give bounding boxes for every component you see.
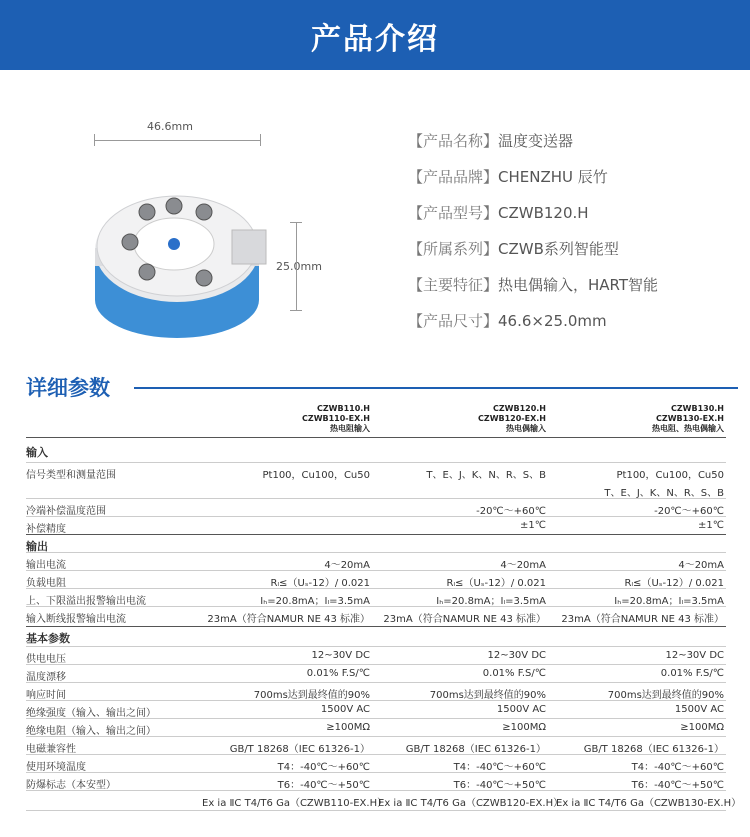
row-divider [26, 606, 726, 607]
row-cell-col1: Ex ia ⅡC T4/T6 Ga（CZWB110-EX.H） [202, 798, 388, 809]
row-label: 补偿精度 [26, 524, 66, 535]
row-cell-col2: 23mA（符合NAMUR NE 43 标准） [383, 614, 546, 625]
row-cell-col2: ≥100MΩ [502, 722, 546, 733]
row-divider [26, 588, 726, 589]
row-cell-col3: 23mA（符合NAMUR NE 43 标准） [561, 614, 724, 625]
row-cell-col3: GB/T 18268（IEC 61326-1） [583, 744, 724, 755]
row-cell-col1: 700ms达到最终值的90% [253, 690, 370, 701]
row-label: 供电电压 [26, 654, 66, 665]
info-row-feature: 【主要特征】热电偶输入，HART智能 [408, 276, 659, 294]
row-cell-col3: ±1℃ [698, 520, 724, 531]
row-cell-col1: T6：-40℃～+50℃ [277, 780, 370, 791]
params-section-title: 详细参数 [26, 376, 110, 400]
row-cell-col1: Pt100，Cu100，Cu50 [262, 470, 370, 481]
row-label: 绝缘强度（输入、输出之间） [26, 708, 156, 719]
row-cell-col3: Iₕ=20.8mA；Iₗ=3.5mA [614, 596, 724, 607]
row-cell-col2: T6：-40℃～+50℃ [453, 780, 546, 791]
row-cell-col2: Ex ia ⅡC T4/T6 Ga（CZWB120-EX.H） [378, 798, 564, 809]
info-row-name: 【产品名称】温度变送器 [408, 132, 574, 150]
row-cell-col3: 0.01% F.S/℃ [660, 668, 724, 679]
row-cell-col1: ≥100MΩ [326, 722, 370, 733]
row-cell-col2: ±1℃ [520, 520, 546, 531]
row-cell-col1: Rₗ≤（Uₛ-12）/ 0.021 [270, 578, 370, 589]
row-divider [26, 626, 726, 627]
width-dimension-label: 46.6mm [147, 120, 193, 133]
info-row-brand: 【产品品牌】CHENZHU 辰竹 [408, 168, 608, 186]
row-label: 输入断线报警输出电流 [26, 614, 126, 625]
row-cell-col1: 4～20mA [324, 560, 370, 571]
row-divider [26, 810, 726, 811]
height-dimension-label: 25.0mm [276, 260, 322, 273]
row-cell-col2: GB/T 18268（IEC 61326-1） [405, 744, 546, 755]
info-row-model: 【产品型号】CZWB120.H [408, 204, 589, 222]
product-info-list [408, 130, 738, 346]
row-divider [26, 534, 726, 535]
row-cell-col3: 12~30V DC [665, 650, 724, 661]
row-cell-col3: 4～20mA [678, 560, 724, 571]
row-cell-col3: Ex ia ⅡC T4/T6 Ga（CZWB130-EX.H） [556, 798, 742, 809]
row-divider [26, 664, 726, 665]
row-cell-col2: 0.01% F.S/℃ [482, 668, 546, 679]
info-row-series: 【所属系列】CZWB系列智能型 [408, 240, 619, 258]
row-cell-col2: T4：-40℃～+60℃ [453, 762, 546, 773]
banner-title: 产品介绍 [311, 22, 439, 57]
row-cell-col1: T4：-40℃～+60℃ [277, 762, 370, 773]
row-cell-col2: Rₗ≤（Uₛ-12）/ 0.021 [446, 578, 546, 589]
row-divider [26, 682, 726, 683]
transmitter-device-illustration [92, 160, 282, 340]
row-cell-col3: -20℃～+60℃ [654, 506, 724, 517]
row-cell-col3: T6：-40℃～+50℃ [631, 780, 724, 791]
row-label: 输出电流 [26, 560, 66, 571]
row-cell-col1: 0.01% F.S/℃ [306, 668, 370, 679]
header-banner [0, 0, 750, 70]
row-divider [26, 552, 726, 553]
row-label: 使用环境温度 [26, 762, 86, 773]
row-divider [26, 646, 726, 647]
row-cell-col3: T4：-40℃～+60℃ [631, 762, 724, 773]
row-cell-col3: 1500V AC [674, 704, 724, 715]
product-image [80, 120, 340, 350]
row-cell-col1: 12~30V DC [311, 650, 370, 661]
row-divider [26, 754, 726, 755]
row-cell-col3: Rₗ≤（Uₛ-12）/ 0.021 [624, 578, 724, 589]
row-cell-col1: 1500V AC [320, 704, 370, 715]
row-label: 输入 [26, 446, 48, 459]
row-label: 绝缘电阻（输入、输出之间） [26, 726, 156, 737]
row-label: 温度漂移 [26, 672, 66, 683]
row-label: 防爆标志（本安型） [26, 780, 116, 791]
row-label: 上、下限溢出报警输出电流 [26, 596, 146, 607]
row-cell-col2: 700ms达到最终值的90% [429, 690, 546, 701]
row-divider [26, 498, 726, 499]
row-cell-col3-second-line: T、E、J、K、N、R、S、B [604, 488, 724, 499]
row-cell-col3: Pt100，Cu100，Cu50 [616, 470, 724, 481]
row-cell-col3: ≥100MΩ [680, 722, 724, 733]
row-divider [26, 570, 726, 571]
row-label: 负载电阻 [26, 578, 66, 589]
row-cell-col2: -20℃～+60℃ [476, 506, 546, 517]
row-label: 输出 [26, 540, 48, 553]
width-dimension-line [94, 140, 260, 141]
row-cell-col1: Iₕ=20.8mA；Iₗ=3.5mA [260, 596, 370, 607]
row-label: 信号类型和测量范围 [26, 470, 116, 481]
row-cell-col2: 12~30V DC [487, 650, 546, 661]
row-cell-col1: 23mA（符合NAMUR NE 43 标准） [207, 614, 370, 625]
row-cell-col3: 700ms达到最终值的90% [607, 690, 724, 701]
height-dimension-line [296, 222, 297, 310]
row-label: 冷端补偿温度范围 [26, 506, 106, 517]
info-row-size: 【产品尺寸】46.6×25.0mm [408, 312, 607, 330]
row-label: 电磁兼容性 [26, 744, 76, 755]
column-header-110: CZWB110.H CZWB110-EX.H 热电阻输入 [302, 404, 370, 433]
row-divider [26, 700, 726, 701]
row-cell-col1: GB/T 18268（IEC 61326-1） [229, 744, 370, 755]
row-divider [26, 516, 726, 517]
row-cell-col2: 1500V AC [496, 704, 546, 715]
column-header-120: CZWB120.H CZWB120-EX.H 热电偶输入 [478, 404, 546, 433]
row-divider [26, 718, 726, 719]
column-header-130: CZWB130.H CZWB130-EX.H 热电阻、热电偶输入 [652, 404, 724, 433]
row-divider [26, 790, 726, 791]
params-section-divider [134, 387, 738, 389]
row-label: 响应时间 [26, 690, 66, 701]
row-divider [26, 736, 726, 737]
row-divider [26, 462, 726, 463]
row-cell-col2: Iₕ=20.8mA；Iₗ=3.5mA [436, 596, 546, 607]
row-cell-col2: T、E、J、K、N、R、S、B [426, 470, 546, 481]
row-label: 基本参数 [26, 632, 70, 645]
row-divider [26, 772, 726, 773]
row-cell-col2: 4～20mA [500, 560, 546, 571]
